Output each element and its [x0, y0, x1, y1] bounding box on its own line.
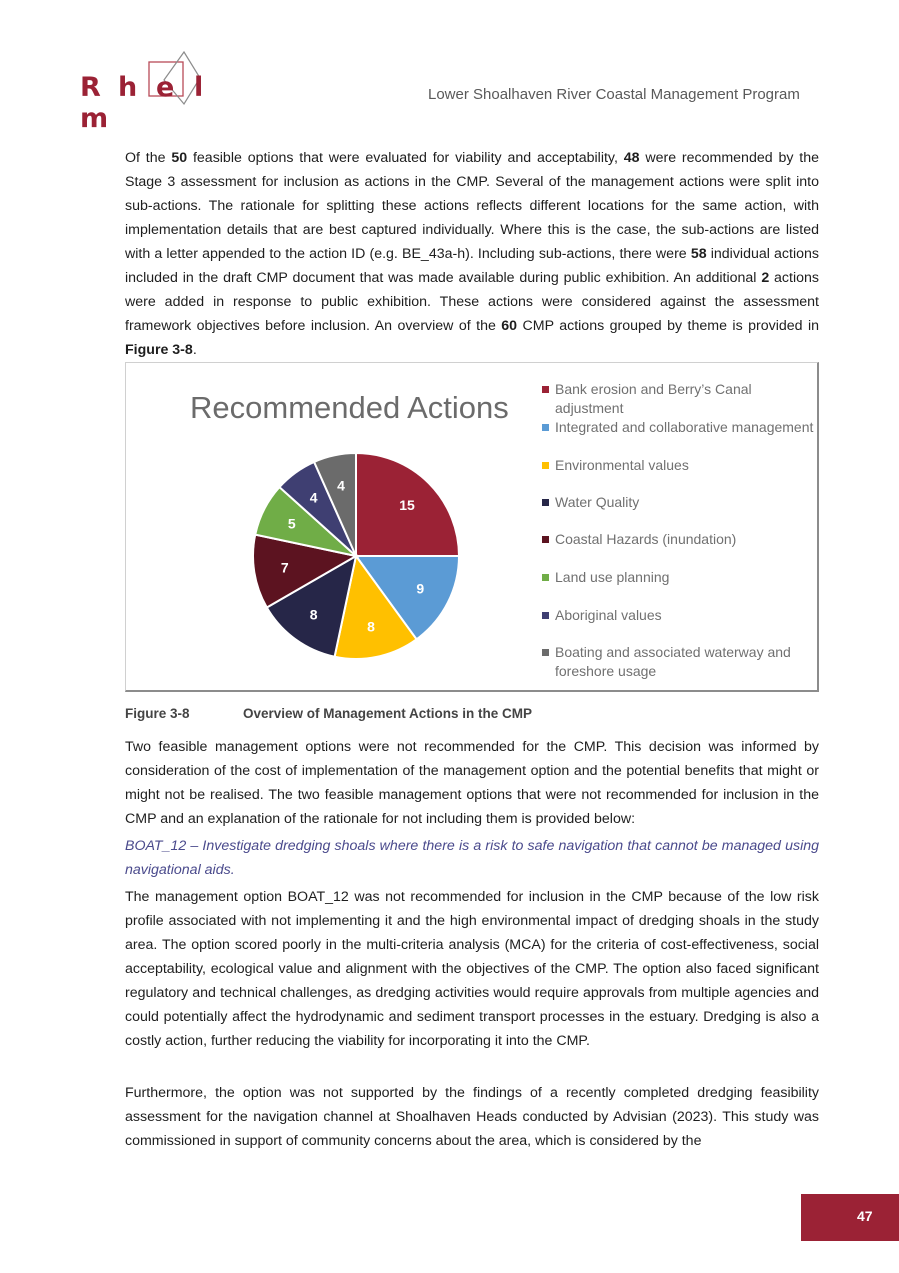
- page-number: 47: [857, 1208, 873, 1224]
- legend-swatch-icon: [542, 574, 549, 581]
- pie-data-label: 8: [367, 618, 375, 635]
- legend-item: [540, 606, 815, 625]
- chart-title: Recommended Actions: [190, 390, 509, 425]
- text-run: .: [192, 342, 197, 358]
- legend-swatch-icon: [542, 462, 549, 469]
- logo-letter: h: [118, 72, 138, 103]
- legend-swatch-icon: [542, 536, 549, 543]
- figure-caption: [125, 706, 532, 721]
- document-title: Lower Shoalhaven River Coastal Management Program: [428, 86, 800, 103]
- legend-label: Boating and associated waterway and foreshore usage: [555, 644, 791, 679]
- legend-swatch-icon: [542, 499, 549, 506]
- pie-data-label: 7: [280, 559, 289, 576]
- text-run: feasible options that were evaluated for viability and acceptability,: [187, 150, 624, 166]
- pie-data-label: 5: [287, 515, 296, 532]
- text-run: Of the: [125, 150, 172, 166]
- paragraph-advisian-study: Furthermore, the option was not supported by the findings of a recently completed dredging feasibility assessment for the navigation channel at Shoalhaven Heads conducted by Advisian (2023). This study was commissioned in support of community concerns about the area, which is considered by the: [125, 1085, 819, 1149]
- pie-data-label: 8: [309, 606, 318, 623]
- legend-label: Bank erosion and Berry’s Canal adjustment: [555, 381, 752, 416]
- paragraph-boat12-rationale: The management option BOAT_12 was not recommended for inclusion in the CMP because of the low risk profile associated with not implementing it and the high environmental impact of dredging shoals in the study area. The option scored poorly in the multi-criteria analysis (MCA) for the criteria of cost-effectiveness, social acceptability, ecological value and alignment with the objectives of the CMP. The option also faced significant regulatory and technical challenges, as dredging activities would require approvals from multiple agencies and could potentially affect the hydrodynamic and sediment transport processes in the estuary. Dredging is also a costly action, further reducing the viability for incorporating it into the CMP.: [125, 889, 819, 1049]
- legend-item: [540, 493, 815, 512]
- legend-swatch-icon: [542, 424, 549, 431]
- rhelm-logo: [80, 50, 240, 134]
- legend-label: Aboriginal values: [555, 607, 662, 623]
- figure-number: Figure 3-8: [125, 706, 190, 721]
- text-run: CMP actions grouped by theme is provided in: [517, 318, 819, 334]
- legend-item: [540, 568, 815, 587]
- bold-number: 50: [171, 150, 188, 166]
- pie-data-label: 15: [399, 497, 415, 514]
- legend-swatch-icon: [542, 612, 549, 619]
- legend-label: Coastal Hazards (inundation): [555, 531, 737, 547]
- legend-label: Environmental values: [555, 457, 689, 473]
- paragraph-not-recommended: Two feasible management options were not recommended for the CMP. This decision was informed by consideration of the cost of implementation of the management option and the potential benefits that might or might not be realised. The two feasible management options that were not recommended for inclusion in the CMP and an explanation of the rationale for not including them is provided below:: [125, 739, 819, 827]
- option-heading: BOAT_12 – Investigate dredging shoals where there is a risk to safe navigation that cannot be managed using navigational aids.: [125, 838, 819, 878]
- legend-item: [540, 418, 815, 437]
- logo-text: [80, 72, 240, 134]
- pie-data-label: 4: [337, 477, 345, 494]
- figure-reference: Figure 3-8: [125, 342, 193, 358]
- legend-item: [540, 456, 815, 475]
- text-run: were recommended by the Stage 3 assessment for inclusion as actions in the CMP. Several of the management actions were split into sub-actions. The rationale for splitting these actions reflects different locations for the same action, with implementation details that are best captured individually. Where this is the case, the sub-actions are listed with a letter appended to the action ID (e.g. BE_43a-h). Including sub-actions, there were: [125, 150, 819, 262]
- bold-number: 48: [623, 150, 640, 166]
- logo-letter: e: [156, 72, 175, 103]
- legend-item: [540, 380, 815, 418]
- legend-swatch-icon: [542, 386, 549, 393]
- paragraph-intro: [125, 146, 819, 362]
- text-run: actions were added in response to public exhibition. These actions were considered against the assessment framework objectives before inclusion. An overview of the: [125, 270, 819, 334]
- logo-letter: m: [80, 103, 109, 134]
- legend-item: [540, 530, 815, 549]
- legend-item: [540, 643, 815, 681]
- page-number-badge: [801, 1194, 899, 1241]
- legend-label: Integrated and collaborative management: [555, 419, 814, 435]
- bold-number: 2: [761, 270, 770, 286]
- figure-caption-text: Overview of Management Actions in the CMP: [243, 706, 533, 721]
- logo-letter: l: [194, 72, 204, 103]
- pie-data-label: 9: [416, 580, 425, 597]
- logo-letter: R: [80, 72, 101, 103]
- legend-swatch-icon: [542, 649, 549, 656]
- pie-chart: [252, 452, 460, 660]
- legend-label: Land use planning: [555, 569, 670, 585]
- pie-data-label: 4: [309, 489, 318, 506]
- bold-number: 60: [501, 318, 518, 334]
- legend-label: Water Quality: [555, 494, 640, 510]
- text-run: individual actions included in the draft CMP document that was made available during public exhibition. An additional: [125, 246, 819, 286]
- bold-number: 58: [690, 246, 707, 262]
